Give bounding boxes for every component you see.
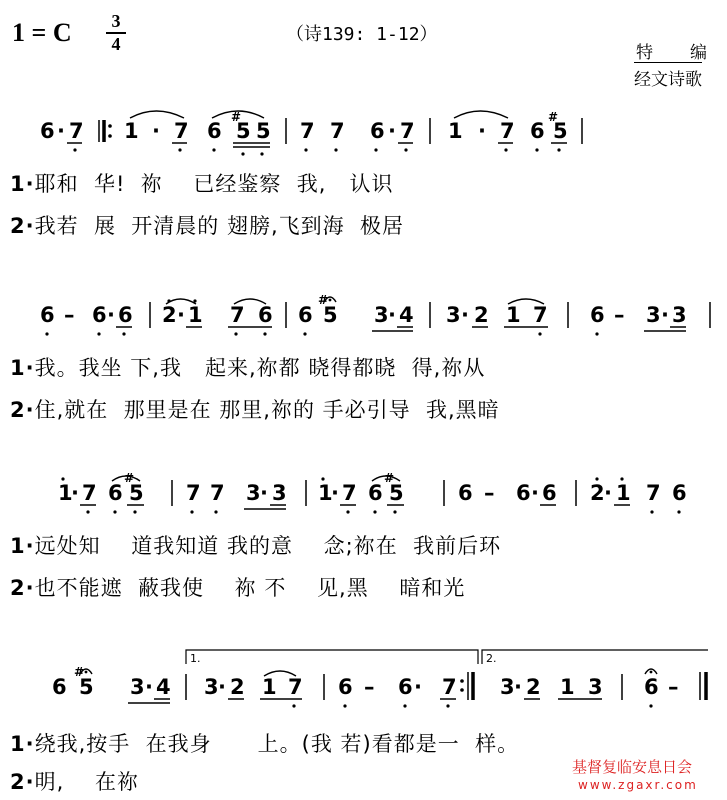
svg-text:·: · (145, 675, 153, 699)
svg-text:7: 7 (533, 303, 548, 327)
system-4-verse-2 (10, 766, 139, 796)
svg-text:6: 6 (207, 119, 222, 143)
credit-top-a: 特 (636, 43, 653, 63)
svg-text:1: 1 (560, 675, 575, 699)
volta-second-label: 2. (486, 652, 497, 665)
system-1-verse-1 (10, 168, 393, 198)
svg-text:7: 7 (186, 481, 201, 505)
svg-text:·: · (331, 481, 339, 505)
svg-text:7: 7 (330, 119, 345, 143)
system-1-notes (40, 110, 582, 156)
svg-text:–: – (668, 675, 679, 699)
svg-text:–: – (614, 303, 625, 327)
verse-number: 2· (10, 398, 35, 422)
system-3-notes (58, 471, 687, 514)
svg-text:–: – (484, 481, 495, 505)
system-1-verse-2 (10, 210, 404, 240)
svg-text:#: # (124, 471, 135, 485)
lyric-text: 我若 展 开清晨的 翅膀,飞到海 极居 (34, 214, 404, 238)
svg-text:·: · (461, 303, 469, 327)
svg-text:·: · (478, 119, 486, 143)
system-3-verse-1 (10, 530, 501, 560)
svg-text:7: 7 (442, 675, 457, 699)
verse-number: 1· (10, 732, 35, 756)
svg-text:#: # (231, 110, 242, 124)
time-signature-bottom: 4 (111, 34, 121, 54)
svg-text:#: # (74, 665, 85, 679)
svg-text:6: 6 (298, 303, 313, 327)
svg-text:5: 5 (323, 303, 338, 327)
svg-text:2: 2 (474, 303, 489, 327)
svg-text:5: 5 (79, 675, 94, 699)
svg-text:5: 5 (256, 119, 271, 143)
svg-text:1: 1 (188, 303, 203, 327)
svg-text:1: 1 (616, 481, 631, 505)
svg-text:·: · (661, 303, 669, 327)
svg-text:3: 3 (646, 303, 661, 327)
volta-first-label: 1. (190, 652, 201, 665)
svg-text:6: 6 (118, 303, 133, 327)
verse-number: 2· (10, 770, 35, 794)
svg-text:6: 6 (108, 481, 123, 505)
svg-text:7: 7 (174, 119, 189, 143)
svg-text:·: · (177, 303, 185, 327)
svg-text:6: 6 (368, 481, 383, 505)
svg-text:6: 6 (40, 119, 55, 143)
verse-number: 1· (10, 172, 35, 196)
svg-text:1: 1 (506, 303, 521, 327)
verse-number: 2· (10, 576, 35, 600)
credit-top-b: 编 (690, 43, 707, 63)
system-4-notes (52, 650, 708, 708)
svg-text:7: 7 (300, 119, 315, 143)
svg-text:7: 7 (69, 119, 84, 143)
svg-text:2: 2 (526, 675, 541, 699)
svg-text:3: 3 (272, 481, 287, 505)
svg-text:6: 6 (370, 119, 385, 143)
svg-text:·: · (57, 119, 65, 143)
svg-text:#: # (318, 293, 329, 307)
svg-text:3: 3 (130, 675, 145, 699)
system-2-notes (40, 293, 710, 336)
svg-text:5: 5 (553, 119, 568, 143)
svg-text:·: · (152, 119, 160, 143)
svg-text:7: 7 (646, 481, 661, 505)
svg-text:6: 6 (258, 303, 273, 327)
svg-text:1: 1 (58, 481, 73, 505)
svg-text:3: 3 (672, 303, 687, 327)
svg-text:7: 7 (82, 481, 97, 505)
svg-text:6: 6 (40, 303, 55, 327)
system-3-verse-2 (10, 572, 465, 602)
credit-bottom: 经文诗歌 (634, 62, 702, 90)
system-2-verse-1 (10, 352, 485, 382)
svg-text:#: # (548, 110, 559, 124)
verse-number: 1· (10, 534, 35, 558)
svg-text:·: · (107, 303, 115, 327)
lyric-text: 远处知 道我知道 我的意 念;祢在 我前后环 (34, 534, 502, 558)
svg-text:1: 1 (318, 481, 333, 505)
svg-text:5: 5 (129, 481, 144, 505)
svg-text:1: 1 (448, 119, 463, 143)
svg-text:7: 7 (288, 675, 303, 699)
svg-text:1: 1 (124, 119, 139, 143)
svg-text:6: 6 (590, 303, 605, 327)
svg-text:5: 5 (389, 481, 404, 505)
svg-text:6: 6 (398, 675, 413, 699)
lyric-text: 也不能遮 蔽我使 祢 不 见,黑 暗和光 (34, 576, 466, 600)
watermark-url: www.zgaxr.com (578, 778, 698, 792)
lyric-text: 耶和 华! 祢 已经鉴察 我, 认识 (34, 172, 394, 196)
verse-number: 1· (10, 356, 35, 380)
key-signature: 1 = C (12, 18, 72, 47)
svg-text:3: 3 (246, 481, 261, 505)
verse-number: 2· (10, 214, 35, 238)
lyric-text: 我。我坐 下,我 起来,祢都 晓得都晓 得,祢从 (34, 356, 486, 380)
svg-text:5: 5 (236, 119, 251, 143)
svg-text:6: 6 (530, 119, 545, 143)
svg-text:6: 6 (52, 675, 67, 699)
lyric-text: 明, 在祢 (34, 770, 139, 794)
svg-text:–: – (364, 675, 375, 699)
system-2-verse-2 (10, 394, 500, 424)
scripture-reference: （诗139: 1-12） (286, 24, 438, 45)
svg-text:1: 1 (262, 675, 277, 699)
svg-text:·: · (260, 481, 268, 505)
svg-text:6: 6 (458, 481, 473, 505)
system-4-verse-1 (10, 728, 519, 758)
svg-text:3: 3 (374, 303, 389, 327)
svg-text:3: 3 (588, 675, 603, 699)
svg-text:2: 2 (162, 303, 177, 327)
svg-text:–: – (64, 303, 75, 327)
svg-text:4: 4 (399, 303, 414, 327)
time-signature-top: 3 (111, 11, 121, 31)
watermark-title: 基督复临安息日会 (572, 758, 693, 776)
svg-text:6: 6 (338, 675, 353, 699)
svg-text:·: · (604, 481, 612, 505)
svg-text:6: 6 (672, 481, 687, 505)
svg-text:2: 2 (590, 481, 605, 505)
svg-text:7: 7 (230, 303, 245, 327)
svg-text:·: · (218, 675, 226, 699)
svg-text:·: · (514, 675, 522, 699)
svg-text:7: 7 (342, 481, 357, 505)
svg-text:·: · (531, 481, 539, 505)
svg-text:6: 6 (92, 303, 107, 327)
lyric-text: 住,就在 那里是在 那里,祢的 手必引导 我,黑暗 (34, 398, 500, 422)
svg-text:#: # (384, 471, 395, 485)
svg-text:6: 6 (542, 481, 557, 505)
svg-text:3: 3 (500, 675, 515, 699)
lyric-text: 绕我,按手 在我身 上。(我 若)看都是一 样。 (34, 732, 520, 756)
svg-text:7: 7 (210, 481, 225, 505)
svg-text:7: 7 (400, 119, 415, 143)
svg-text:·: · (414, 675, 422, 699)
svg-text:·: · (388, 119, 396, 143)
svg-text:6: 6 (516, 481, 531, 505)
svg-text:4: 4 (156, 675, 171, 699)
svg-text:7: 7 (500, 119, 515, 143)
svg-text:3: 3 (446, 303, 461, 327)
svg-text:3: 3 (204, 675, 219, 699)
svg-text:·: · (71, 481, 79, 505)
svg-text:2: 2 (230, 675, 245, 699)
svg-text:6: 6 (644, 675, 659, 699)
svg-text:·: · (388, 303, 396, 327)
